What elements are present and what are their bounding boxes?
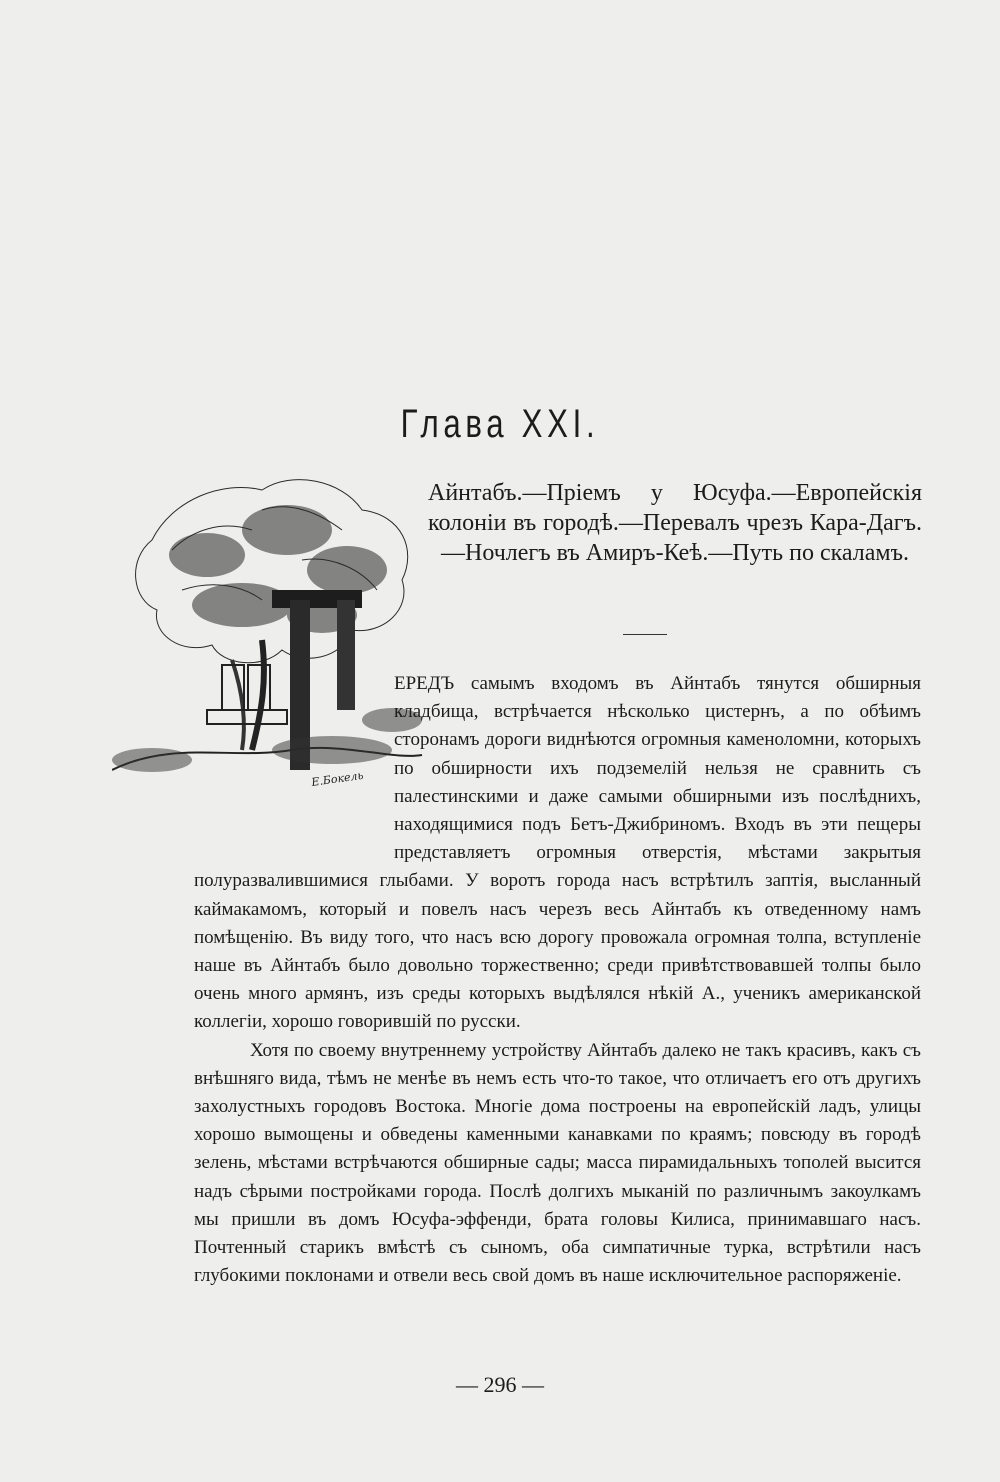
paragraph: ЕРЕДЪ самымъ входомъ въ Айнтабъ тянутся обширныя кладбища, встрѣчается нѣсколько цистернъ, а по обѣимъ сторонамъ дороги виднѣются огромныя каменоломни, которыхъ по обширности ихъ подземелій нельзя не сравнить съ палестинскими и даже самыми обширными изъ послѣднихъ, находящимися подъ Бетъ-Джибриномъ. Входъ въ эти пещеры представляетъ огромныя отверстія, мѣстами закрытыя полуразвалившимися глыбами. У воротъ города насъ встрѣтилъ заптія, высланный каймакамомъ, который и повелъ насъ черезъ весь Айнтабъ къ отведенному намъ помѣщенію. Въ виду того, что насъ всю дорогу провожала огромная толпа, вступленіе наше въ Айнтабъ было довольно торжественно; среди привѣтствовавшей толпы было очень много армянъ, изъ среды которыхъ выдѣлялся нѣкій А., ученикъ американской коллегіи, хорошо говорившій по русски. <box>194 673 921 1033</box>
page-number: — 296 — <box>456 1372 544 1397</box>
illustration-float <box>194 670 394 840</box>
paragraph: Хотя по своему внутреннему устройству Айнтабъ далеко не такъ красивъ, какъ съ внѣшняго вида, тѣмъ не менѣе въ немъ есть что-то такое, что отличаетъ его отъ другихъ захолустныхъ городовъ Востока. Многіе дома построены на европейскій ладъ, улицы хорошо вымощены и обведены каменными канавками по краямъ; повсюду въ городѣ зелень, мѣстами встрѣчаются обширные сады; масса пирамидальныхъ тополей высится надъ сѣрыми постройками города. Послѣ долгихъ мыканій по различнымъ закоулкамъ мы пришли въ домъ Юсуфа-эффенди, брата головы Килиса, принимавшаго насъ. Почтенный старикъ вмѣстѣ съ сыномъ, оба симпатичные турка, встрѣтили насъ глубокими поклонами и отвели весь свой домъ въ наше исключительное распоряженіе. <box>194 1039 921 1287</box>
illustration-signature: Е.Бокель <box>310 768 365 789</box>
body-text <box>194 670 921 1290</box>
separator-rule <box>623 634 667 635</box>
chapter-summary: Айнтабъ.—Пріемъ у Юсуфа.—Европейскія колоніи въ городѣ.—Перевалъ чрезъ Кара-Дагъ.—Ночлегъ въ Амиръ-Кеѣ.—Путь по скаламъ. <box>428 480 922 566</box>
chapter-title: Глава XXI. <box>400 402 600 446</box>
